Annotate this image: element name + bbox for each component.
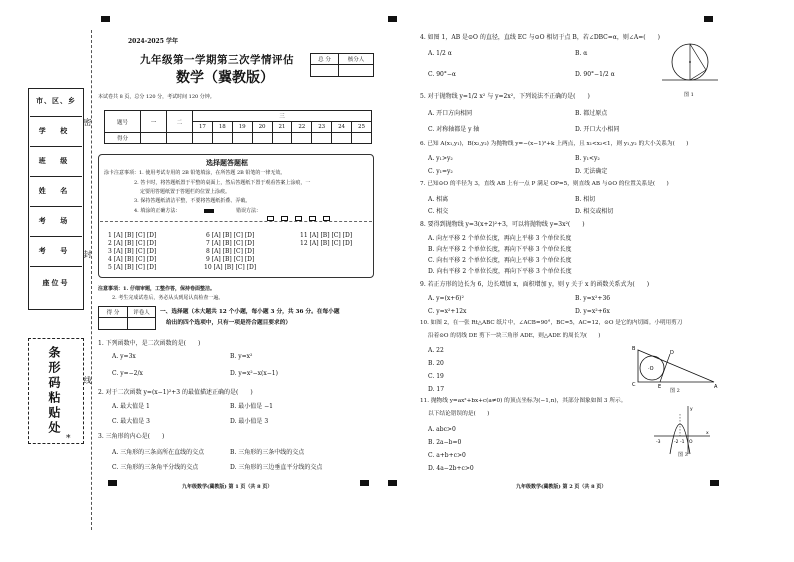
figure-2-incircle xyxy=(630,344,720,390)
answer-card-instruction: 涂卡注意事项：1. 使用考试专用的 2B 铅笔填涂，在所答题 2B 铅笔的一律无效。 xyxy=(104,170,286,176)
bubble-row[interactable]: 11 [A] [B] [C] [D] xyxy=(300,232,353,239)
question-8: 8. 要得到抛物线 y=3(x+2)²+3，可以将抛物线 y=3x²( ) xyxy=(420,221,585,228)
option: C. y=x²+12x xyxy=(428,308,467,315)
svg-text:B: B xyxy=(632,346,636,352)
question-2: 2. 对于二次函数 y=(x−1)²+3 的最值描述正确的是( ) xyxy=(98,389,253,396)
score-col-3: 三 xyxy=(193,111,372,122)
option: B. 向左平移 2 个单位长度，再向下平移 3 个单位长度 xyxy=(428,246,572,253)
option: D. 无法确定 xyxy=(575,168,608,175)
score-cell[interactable] xyxy=(167,133,193,144)
question-11-cont: 以下结论错误的是( ) xyxy=(428,411,490,417)
bubble-row[interactable]: 3 [A] [B] [C] [D] xyxy=(108,248,157,255)
score-table-header: 题号 xyxy=(105,111,141,133)
score-row-label: 得分 xyxy=(105,133,141,144)
option: C. 90°−α xyxy=(428,71,456,78)
score-cell[interactable] xyxy=(232,133,252,144)
figure-3-parabola xyxy=(652,404,712,456)
score-cell[interactable] xyxy=(212,133,232,144)
divider xyxy=(100,221,372,222)
figure-1-circle-tangent xyxy=(660,30,720,98)
section-reviewer-label: 评卷人 xyxy=(128,307,156,318)
svg-text:E: E xyxy=(658,384,662,390)
option: A. 三角形的三条高所在直线的交点 xyxy=(112,449,205,456)
option: B. 2a−b=0 xyxy=(428,439,462,446)
question-10-cont: 沿着⊙O 的切线 DE 剪下一块三角形 ADE，则△ADE 的周长为( ) xyxy=(428,333,601,339)
seal-char-xian: 线 xyxy=(83,376,92,384)
bubble-row[interactable]: 7 [A] [B] [C] [D] xyxy=(206,240,255,247)
option: B. 三角形的三条中线的交点 xyxy=(230,449,305,456)
question-11: 11. 抛物线 y=ax²+bx+c(a≠0) 的顶点坐标为(−1,n)，其部分图象如图 3 所示。 xyxy=(420,398,627,404)
option: A. 向左平移 2 个单位长度，再向上平移 3 个单位长度 xyxy=(428,235,572,242)
question-9: 9. 若正方形的边长为 6，边长增加 x，面积增加 y，则 y 关于 x 的函数关系式为( ) xyxy=(420,281,650,288)
field-name: 姓 名 xyxy=(38,186,74,195)
registration-mark xyxy=(388,480,397,486)
option: B. y=x²+36 xyxy=(575,295,611,302)
score-cell[interactable] xyxy=(141,133,167,144)
strip-divider xyxy=(30,266,82,267)
option: C. y₁=y₂ xyxy=(428,168,453,175)
score-subcol: 19 xyxy=(232,122,252,133)
answer-card-title: 选择题答题框 xyxy=(206,158,248,167)
exam-note: 本试卷共 8 页，总分 120 分，考试时间 120 分钟。 xyxy=(98,94,215,100)
option: C. 相交 xyxy=(428,208,449,215)
exam-title: 九年级第一学期第三次学情评估 xyxy=(140,54,294,66)
strip-divider xyxy=(30,146,82,147)
option: C. y=−2/x xyxy=(112,370,143,377)
registration-mark xyxy=(101,16,110,22)
option: C. 对称轴都是 y 轴 xyxy=(428,126,480,133)
bubble-row[interactable]: 9 [A] [B] [C] [D] xyxy=(206,256,255,263)
option: A. 相离 xyxy=(428,196,449,203)
score-subcol: 17 xyxy=(193,122,213,133)
section-reviewer-cell[interactable] xyxy=(128,318,156,330)
score-cell[interactable] xyxy=(272,133,292,144)
bubble-row[interactable]: 4 [A] [B] [C] [D] xyxy=(108,256,157,263)
option: A. y₁>y₂ xyxy=(428,155,453,162)
score-cell[interactable] xyxy=(292,133,312,144)
student-info-strip xyxy=(28,88,84,310)
score-subcol: 18 xyxy=(212,122,232,133)
svg-text:·O: ·O xyxy=(648,366,654,372)
option: B. 都过原点 xyxy=(575,110,608,117)
notice-line: 注意事项：1. 仔细审题，工整作答，保持卷面整洁。 xyxy=(98,286,215,292)
score-subcol: 20 xyxy=(252,122,272,133)
option: D. 最小值是 3 xyxy=(230,418,269,425)
field-seat: 座位号 xyxy=(42,278,70,287)
question-4: 4. 如图 1，AB 是⊙O 的直径，直线 EC 与⊙O 相切于点 B，若∠DBC=α，则∠A=( ) xyxy=(420,34,660,41)
question-3: 3. 三角形的内心是( ) xyxy=(98,433,165,440)
svg-text:x: x xyxy=(706,431,709,436)
page-footer: 九年级数学(冀教版) 第 2 页（共 8 页） xyxy=(516,484,607,490)
strip-divider xyxy=(30,116,82,117)
option: B. 相切 xyxy=(575,196,596,203)
question-1: 1. 下列函数中，是二次函数的是( ) xyxy=(98,340,201,347)
option: A. y=3x xyxy=(112,353,136,360)
score-col-1: 一 xyxy=(141,111,167,133)
field-class: 班 级 xyxy=(38,156,74,165)
score-col-2: 二 xyxy=(167,111,193,133)
seal-char-mi: 密 xyxy=(83,118,92,126)
total-score-table xyxy=(310,53,374,77)
registration-mark xyxy=(388,16,397,22)
asterisk-mark: * xyxy=(66,434,71,444)
question-10: 10. 如图 2，在一张 Rt△ABC 纸片中，∠ACB=90°，BC=5，AC=12，⊙O 是它的内切圆。小明用剪刀 xyxy=(420,320,683,326)
answer-card-instruction: 定要用答题纸置于答题栏的位置上涂痕。 xyxy=(140,189,231,195)
score-subcol: 23 xyxy=(312,122,332,133)
option: D. 17 xyxy=(428,386,445,393)
option: D. 90°−1/2 α xyxy=(575,71,615,78)
school-year: 2024-2025 学年 xyxy=(128,38,178,45)
svg-text:-1: -1 xyxy=(680,440,685,445)
score-subcol: 24 xyxy=(332,122,352,133)
svg-text:y: y xyxy=(690,407,693,412)
registration-mark xyxy=(710,480,719,486)
answer-card-instruction: 2. 答卡时，将答题纸置于平整的桌面上，然后答题纸下置于观看答案上涂痕，一 xyxy=(134,180,311,186)
option: A. 1/2 α xyxy=(428,50,452,57)
bubble-row[interactable]: 6 [A] [B] [C] [D] xyxy=(206,232,255,239)
option: A. abc>0 xyxy=(428,426,456,433)
score-cell[interactable] xyxy=(312,133,332,144)
bubble-row[interactable]: 10 [A] [B] [C] [D] xyxy=(204,264,257,271)
option: D. y=x²+6x xyxy=(575,308,610,315)
option: C. 向右平移 2 个单位长度，再向上平移 3 个单位长度 xyxy=(428,257,572,264)
field-exam-number: 考 号 xyxy=(38,246,74,255)
strip-divider xyxy=(30,206,82,207)
bubble-row[interactable]: 1 [A] [B] [C] [D] xyxy=(108,232,157,239)
wrong-method-label: 错误方法： xyxy=(236,208,262,214)
score-cell[interactable] xyxy=(252,133,272,144)
field-exam-room: 考 场 xyxy=(38,216,74,225)
score-cell[interactable] xyxy=(193,133,213,144)
section1-heading: 一、选择题（本大题共 12 个小题，每小题 3 分，共 36 分。在每小题 xyxy=(160,309,340,315)
score-cell[interactable] xyxy=(352,133,372,144)
subject-title: 数学（冀教版） xyxy=(176,70,274,86)
field-school: 学 校 xyxy=(38,126,74,135)
option: C. 三角形的三条角平分线的交点 xyxy=(112,464,199,471)
answer-card-instruction: 4. 填涂的正确方法： xyxy=(134,208,181,214)
correct-fill-sample xyxy=(204,209,214,213)
option: B. α xyxy=(575,50,588,57)
score-table xyxy=(104,110,372,144)
score-subcol: 21 xyxy=(272,122,292,133)
barcode-label: 条形码粘贴处 xyxy=(47,346,61,436)
bubble-row[interactable]: 5 [A] [B] [C] [D] xyxy=(108,264,157,271)
option: A. 开口方向相同 xyxy=(428,110,473,117)
svg-text:D: D xyxy=(670,350,674,356)
total-score-label: 总 分 xyxy=(311,54,339,65)
score-cell[interactable] xyxy=(332,133,352,144)
option: A. y=(x+6)² xyxy=(428,295,464,302)
question-6: 6. 已知 A(x₁,y₁)，B(x₂,y₂) 为抛物线 y=−(x−1)²+k 上两点，且 x₁<x₂<1，则 y₁,y₂ 的大小关系为( ) xyxy=(420,141,689,147)
option: A. 最大值是 1 xyxy=(112,403,150,410)
page-footer: 九年级数学(冀教版) 第 1 页（共 8 页） xyxy=(182,484,273,490)
strip-divider xyxy=(30,176,82,177)
option: B. 20 xyxy=(428,360,444,367)
section1-heading-2: 给出的四个选项中，只有一项是符合题目要求的） xyxy=(166,320,292,326)
option: B. y=x² xyxy=(230,353,253,360)
option: D. y=x²−x(x−1) xyxy=(230,370,278,377)
section-score-cell[interactable] xyxy=(99,318,128,330)
reviewer-label: 核分人 xyxy=(339,54,374,65)
option: D. 三角形的三边垂直平分线的交点 xyxy=(230,464,323,471)
bubble-row[interactable]: 2 [A] [B] [C] [D] xyxy=(108,240,157,247)
option: A. 22 xyxy=(428,347,444,354)
svg-text:O: O xyxy=(689,440,693,445)
svg-text:-2: -2 xyxy=(674,440,679,445)
option: B. 最小值是 −1 xyxy=(230,403,273,410)
option: D. 相交或相切 xyxy=(575,208,614,215)
bubble-row[interactable]: 8 [A] [B] [C] [D] xyxy=(206,248,255,255)
option: D. 开口大小相同 xyxy=(575,126,620,133)
strip-divider xyxy=(30,236,82,237)
option: C. 最大值是 3 xyxy=(112,418,150,425)
option: D. 4a−2b+c>0 xyxy=(428,465,474,472)
section1-score-table xyxy=(98,306,156,330)
total-score-cell[interactable] xyxy=(311,65,339,77)
registration-mark xyxy=(704,16,713,22)
svg-text:-3: -3 xyxy=(656,440,661,445)
registration-mark xyxy=(360,480,369,486)
option: C. 19 xyxy=(428,373,444,380)
seal-line xyxy=(91,30,92,530)
bubble-row[interactable]: 12 [A] [B] [C] [D] xyxy=(300,240,353,247)
figure-2-caption: 图 2 xyxy=(670,388,680,394)
registration-mark xyxy=(108,480,117,486)
question-5: 5. 对于抛物线 y=1/2 x² 与 y=2x²，下列说法不正确的是( ) xyxy=(420,93,590,100)
option: D. 向右平移 2 个单位长度，再向下平移 3 个单位长度 xyxy=(428,268,572,275)
question-7: 7. 已知⊙O 的半径为 3，直线 AB 上有一点 P 满足 OP=5，则直线 AB 与⊙O 的位置关系是( ) xyxy=(420,181,669,187)
wrong-fill-samples xyxy=(266,208,331,227)
figure-3-caption: 图 3 xyxy=(678,452,688,458)
section-score-label: 得 分 xyxy=(99,307,128,318)
notice-line: 2. 考生完成试卷后，务必从头到尾认真检查一遍。 xyxy=(112,295,224,301)
svg-text:A: A xyxy=(714,384,718,390)
option: C. a+b+c>0 xyxy=(428,452,466,459)
field-region: 市、区、乡 xyxy=(36,96,76,105)
score-subcol: 22 xyxy=(292,122,312,133)
reviewer-cell[interactable] xyxy=(339,65,374,77)
answer-card-instruction: 3. 保持答题纸清洁平整，不要将答题纸折叠、弄破。 xyxy=(134,198,251,204)
figure-1-caption: 图 1 xyxy=(684,92,694,98)
svg-text:C: C xyxy=(632,382,636,388)
score-subcol: 25 xyxy=(352,122,372,133)
seal-char-feng: 封 xyxy=(83,250,92,258)
option: B. y₁<y₂ xyxy=(575,155,600,162)
